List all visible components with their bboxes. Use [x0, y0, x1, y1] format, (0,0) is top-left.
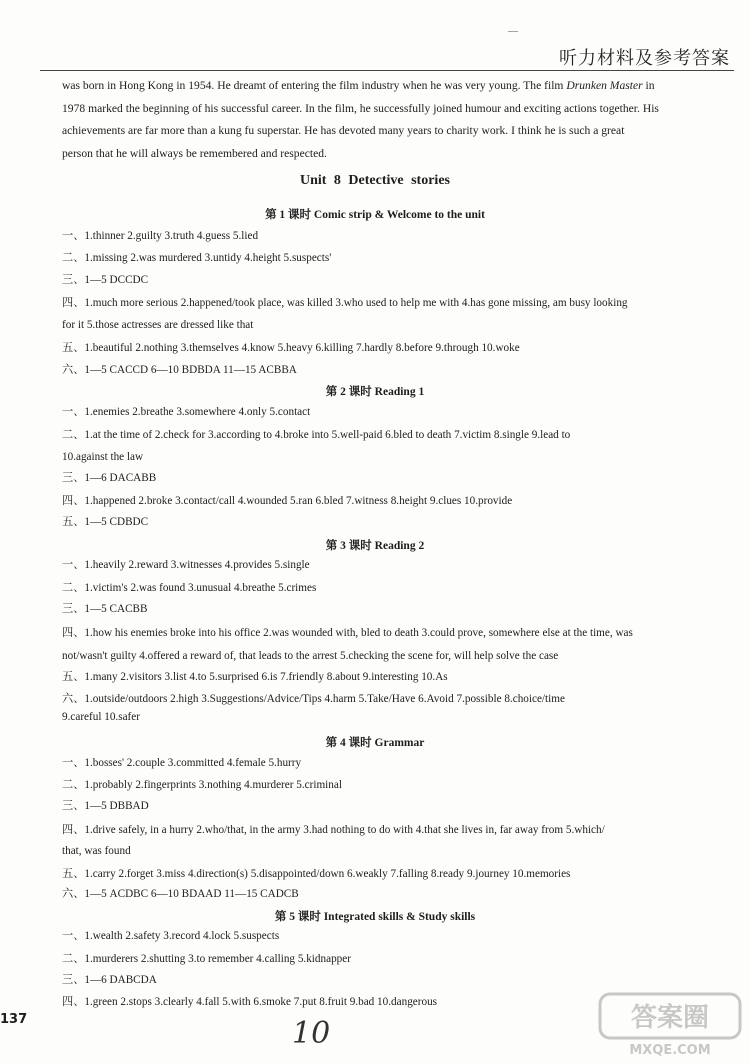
intro-line-3: achievements are far more than a kung fu superstar. He has devoted many years to charity work. I think he is such a great	[62, 124, 625, 137]
lesson-2-heading: 第 2 课时 Reading 1	[325, 386, 425, 398]
lesson-5-heading: 第 5 课时 Integrated skills & Study skills	[274, 911, 476, 923]
lesson-2-line: 10.against the law	[62, 451, 144, 463]
intro-text-1a: was born in Hong Kong in 1954. He dreamt of entering the film industry when he was very young. The film	[62, 79, 567, 92]
lesson-3-line: 六、1.outside/outdoors 2.high 3.Suggestions/Advice/Tips 4.harm 5.Take/Have 6.Avoid 7.possible 8.choice/time	[62, 693, 565, 705]
header-rule	[40, 70, 734, 71]
lesson-4-line: that, was found	[62, 845, 131, 857]
lesson-2-line: 三、1—6 DACABB	[62, 472, 157, 484]
page-number: 137	[0, 1012, 28, 1027]
lesson-5-line: 一、1.wealth 2.safety 3.record 4.lock 5.suspects	[62, 930, 280, 942]
lesson-2-line: 一、1.enemies 2.breathe 3.somewhere 4.only 5.contact	[62, 406, 311, 418]
lesson-3-line: not/wasn't guilty 4.offered a reward of, that leads to the arrest 5.checking the scene for, will help solve the case	[62, 650, 559, 662]
lesson-1-line: 三、1—5 DCCDC	[62, 274, 149, 286]
lesson-4-line: 四、1.drive safely, in a hurry 2.who/that, in the army 3.had nothing to do with 4.that she lives in, far away from 5.which/	[62, 824, 605, 836]
watermark-text: 答案圈	[630, 1003, 710, 1033]
intro-line-4: person that he will always be remembered and respected.	[62, 146, 327, 160]
lesson-3-line: 二、1.victim's 2.was found 3.unusual 4.breathe 5.crimes	[62, 582, 317, 594]
intro-paragraph	[62, 75, 717, 165]
lesson-2-line: 二、1.at the time of 2.check for 3.according to 4.broke into 5.well-paid 6.bled to death 7.victim 8.single 9.lead to	[62, 429, 571, 441]
stray-mark: —	[508, 26, 518, 37]
lesson-3-line: 一、1.heavily 2.reward 3.witnesses 4.provides 5.single	[62, 559, 310, 571]
handwritten-mark: 10	[292, 1016, 331, 1051]
lesson-1-line: for it 5.those actresses are dressed like that	[62, 319, 254, 331]
lesson-1-line: 一、1.thinner 2.guilty 3.truth 4.guess 5.lied	[62, 230, 259, 242]
intro-line-1	[62, 75, 717, 98]
watermark-url: MXQE.COM	[629, 1043, 711, 1058]
lesson-3-line: 五、1.many 2.visitors 3.list 4.to 5.surprised 6.is 7.friendly 8.about 9.interesting 10.As	[62, 671, 448, 683]
lesson-4-line: 六、1—5 ACDBC 6—10 BDAAD 11—15 CADCB	[62, 888, 299, 900]
lesson-4-line: 一、1.bosses' 2.couple 3.committed 4.female 5.hurry	[62, 757, 302, 769]
unit-title: Unit 8 Detective stories	[299, 173, 450, 188]
lesson-1-line: 二、1.missing 2.was murdered 3.untidy 4.height 5.suspects'	[62, 252, 332, 264]
lesson-4-line: 二、1.probably 2.fingerprints 3.nothing 4.murderer 5.criminal	[62, 779, 342, 791]
lesson-5-line: 二、1.murderers 2.shutting 3.to remember 4.calling 5.kidnapper	[62, 953, 351, 965]
intro-line-2: 1978 marked the beginning of his successful career. In the film, he successfully joined humour and exciting actions together. His	[62, 101, 659, 115]
header-title: 听力材料及参考答案	[559, 48, 730, 69]
lesson-4-line: 五、1.carry 2.forget 3.miss 4.direction(s) 5.disappointed/down 6.weakly 7.falling 8.ready 9.journey 10.memories	[62, 868, 571, 880]
watermark-logo-icon	[596, 990, 744, 1058]
lesson-3-line: 三、1—5 CACBB	[62, 603, 148, 615]
lesson-2-line: 五、1—5 CDBDC	[62, 516, 149, 528]
lesson-5-line: 三、1—6 DABCDA	[62, 974, 157, 986]
lesson-2-line: 四、1.happened 2.broke 3.contact/call 4.wounded 5.ran 6.bled 7.witness 8.height 9.clues 10.provide	[62, 495, 513, 507]
intro-text-1b: in	[642, 79, 655, 92]
lesson-3-heading: 第 3 课时 Reading 2	[325, 540, 425, 552]
film-title: Drunken Master	[566, 79, 643, 92]
lesson-1-line: 五、1.beautiful 2.nothing 3.themselves 4.know 5.heavy 6.killing 7.hardly 8.before 9.through 10.woke	[62, 342, 520, 354]
lesson-3-line: 四、1.how his enemies broke into his office 2.was wounded with, bled to death 3.could prove, somewhere else at the time, was	[62, 627, 633, 639]
lesson-1-line: 六、1—5 CACCD 6—10 BDBDA 11—15 ACBBA	[62, 364, 297, 376]
lesson-5-line: 四、1.green 2.stops 3.clearly 4.fall 5.with 6.smoke 7.put 8.fruit 9.bad 10.dangerous	[62, 996, 438, 1008]
lesson-1-heading: 第 1 课时 Comic strip & Welcome to the unit	[265, 209, 485, 221]
lesson-3-line: 9.careful 10.safer	[62, 711, 140, 723]
lesson-4-heading: 第 4 课时 Grammar	[325, 737, 425, 749]
lesson-4-line: 三、1—5 DBBAD	[62, 800, 149, 812]
lesson-1-line: 四、1.much more serious 2.happened/took place, was killed 3.who used to help me with 4.has gone missing, am busy looking	[62, 297, 628, 309]
